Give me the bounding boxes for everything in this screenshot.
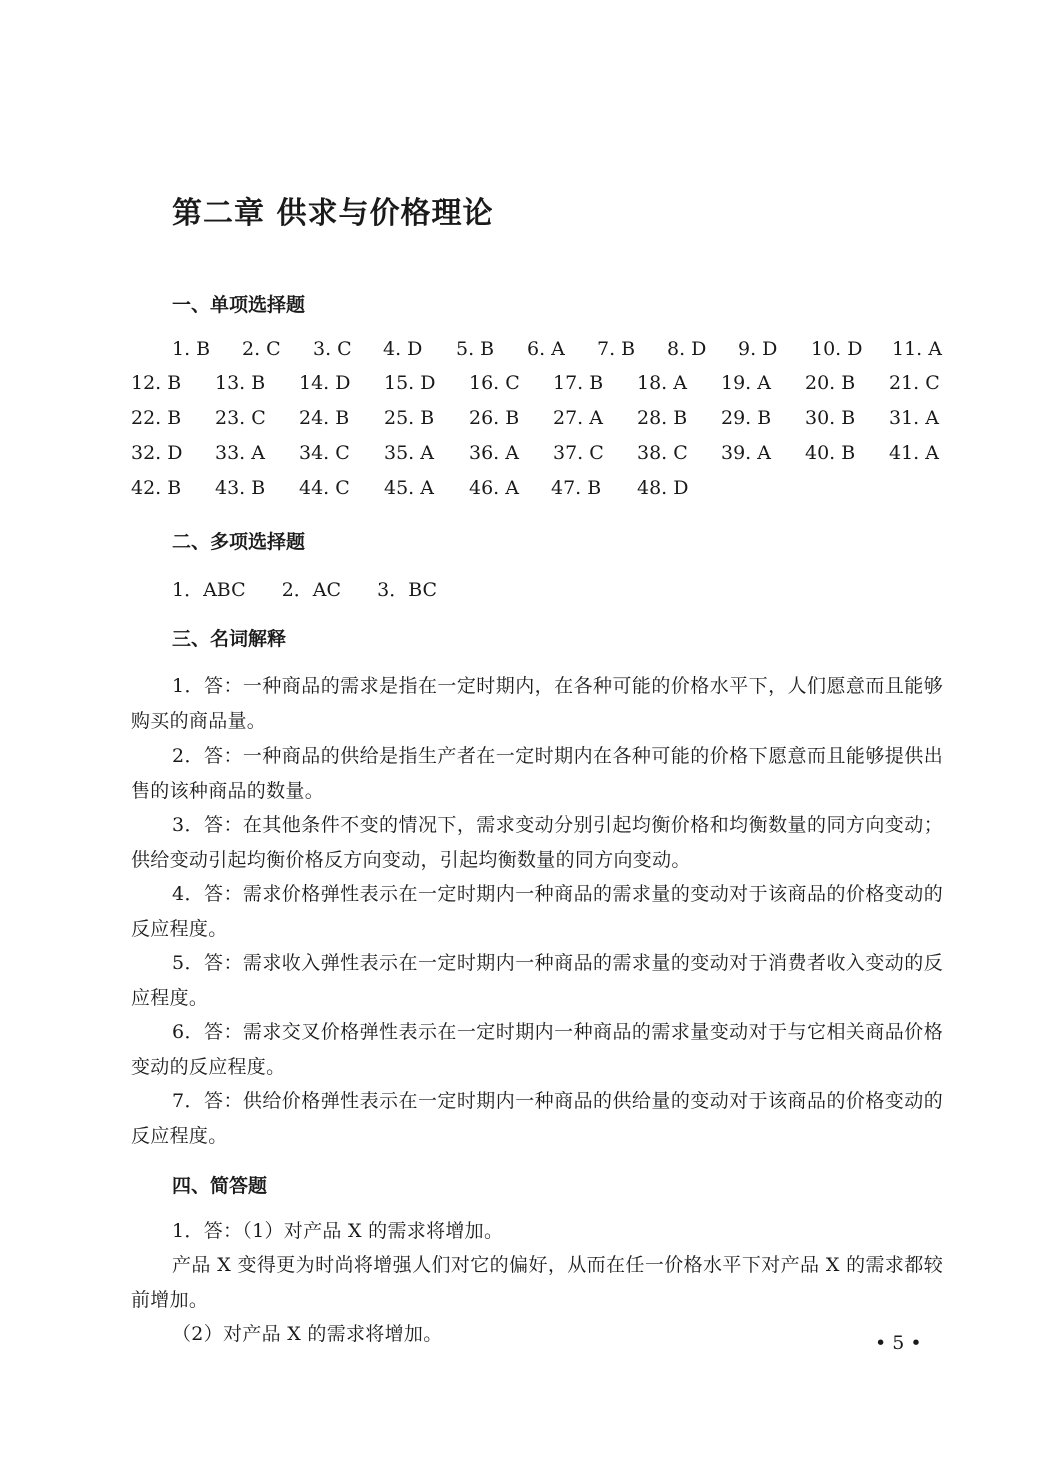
answer-cell: 13. B — [215, 372, 266, 394]
answer-cell: 34. C — [299, 442, 350, 464]
answer-cell: 10. D — [811, 338, 863, 360]
section-heading-single-choice: 一、单项选择题 — [172, 294, 306, 316]
answer-cell: 46. A — [469, 477, 519, 499]
answer-cell: 39. A — [721, 442, 771, 464]
answer-cell: 27. A — [553, 407, 603, 429]
answer-cell: 12. B — [131, 372, 182, 394]
term-answer-paragraph: 7．答：供给价格弹性表示在一定时期内一种商品的供给量的变动对于该商品的价格变动的反应程度。 — [131, 1090, 943, 1147]
answer-cell: 8. D — [667, 338, 707, 360]
short-answer-paragraph: 1．答：（1）对产品 X 的需求将增加。 — [172, 1220, 504, 1242]
term-answer-paragraph: 2．答：一种商品的供给是指生产者在一定时期内在各种可能的价格下愿意而且能够提供出售的该种商品的数量。 — [131, 745, 943, 802]
section-heading-terms: 三、名词解释 — [172, 628, 287, 650]
section-heading-multi-choice: 二、多项选择题 — [172, 531, 306, 553]
answer-row — [131, 477, 944, 507]
answer-cell: 30. B — [805, 407, 856, 429]
answer-cell: 40. B — [805, 442, 856, 464]
answer-cell: 20. B — [805, 372, 856, 394]
answer-cell: 1. B — [172, 338, 211, 360]
answer-cell: 3．BC — [377, 579, 438, 601]
answer-cell: 22. B — [131, 407, 182, 429]
section-heading-short-answer: 四、简答题 — [172, 1175, 268, 1197]
answer-cell: 14. D — [299, 372, 351, 394]
answer-cell: 32. D — [131, 442, 183, 464]
short-answer-paragraph: 产品 X 变得更为时尚将增强人们对它的偏好，从而在任一价格水平下对产品 X 的需求都较前增加。 — [131, 1254, 943, 1311]
answer-cell: 15. D — [384, 372, 436, 394]
answer-cell: 25. B — [384, 407, 435, 429]
answer-cell: 19. A — [721, 372, 771, 394]
answer-cell: 33. A — [215, 442, 265, 464]
term-answer-paragraph: 3．答：在其他条件不变的情况下，需求变动分别引起均衡价格和均衡数量的同方向变动；供给变动引起均衡价格反方向变动，引起均衡数量的同方向变动。 — [131, 814, 943, 871]
multi-choice-answers — [172, 575, 467, 602]
term-answer-paragraph: 5．答：需求收入弹性表示在一定时期内一种商品的需求量的变动对于消费者收入变动的反应程度。 — [131, 952, 943, 1009]
answer-cell: 2. C — [242, 338, 281, 360]
answer-cell: 3. C — [313, 338, 352, 360]
answer-cell: 42. B — [131, 477, 182, 499]
answer-cell: 7. B — [597, 338, 636, 360]
term-answer-paragraph: 1．答：一种商品的需求是指在一定时期内，在各种可能的价格水平下，人们愿意而且能够购买的商品量。 — [131, 675, 943, 732]
answer-cell: 24. B — [299, 407, 350, 429]
answer-cell: 41. A — [889, 442, 939, 464]
page-number: • 5 • — [875, 1332, 922, 1354]
answer-cell: 48. D — [637, 477, 689, 499]
answer-row — [131, 407, 944, 437]
answer-cell: 43. B — [215, 477, 266, 499]
answer-cell: 9. D — [738, 338, 778, 360]
answer-cell: 17. B — [553, 372, 604, 394]
answer-row — [131, 442, 944, 472]
answer-cell: 21. C — [889, 372, 940, 394]
answer-row — [131, 338, 944, 368]
answer-cell: 16. C — [469, 372, 520, 394]
answer-cell: 36. A — [469, 442, 519, 464]
answer-cell: 38. C — [637, 442, 688, 464]
answer-cell: 35. A — [384, 442, 434, 464]
answer-cell: 2．AC — [281, 579, 342, 601]
chapter-title: 第二章 供求与价格理论 — [172, 196, 494, 231]
answer-cell: 28. B — [637, 407, 688, 429]
term-answer-paragraph: 4．答：需求价格弹性表示在一定时期内一种商品的需求量的变动对于该商品的价格变动的反应程度。 — [131, 883, 943, 940]
answer-cell: 47. B — [551, 477, 602, 499]
answer-cell: 6. A — [527, 338, 565, 360]
answer-cell: 37. C — [553, 442, 604, 464]
answer-cell: 23. C — [215, 407, 266, 429]
answer-cell: 4. D — [383, 338, 423, 360]
answer-cell: 11. A — [892, 338, 942, 360]
term-answer-paragraph: 6．答：需求交叉价格弹性表示在一定时期内一种商品的需求量变动对于与它相关商品价格变动的反应程度。 — [131, 1021, 943, 1078]
answer-cell: 45. A — [384, 477, 434, 499]
answer-cell: 18. A — [637, 372, 687, 394]
short-answer-paragraph: （2）对产品 X 的需求将增加。 — [172, 1323, 443, 1345]
answer-cell: 29. B — [721, 407, 772, 429]
answer-cell: 44. C — [299, 477, 350, 499]
answer-cell: 31. A — [889, 407, 939, 429]
answer-cell: 5. B — [456, 338, 495, 360]
answer-cell: 26. B — [469, 407, 520, 429]
answer-row — [131, 372, 944, 402]
answer-cell: 1．ABC — [172, 579, 246, 601]
